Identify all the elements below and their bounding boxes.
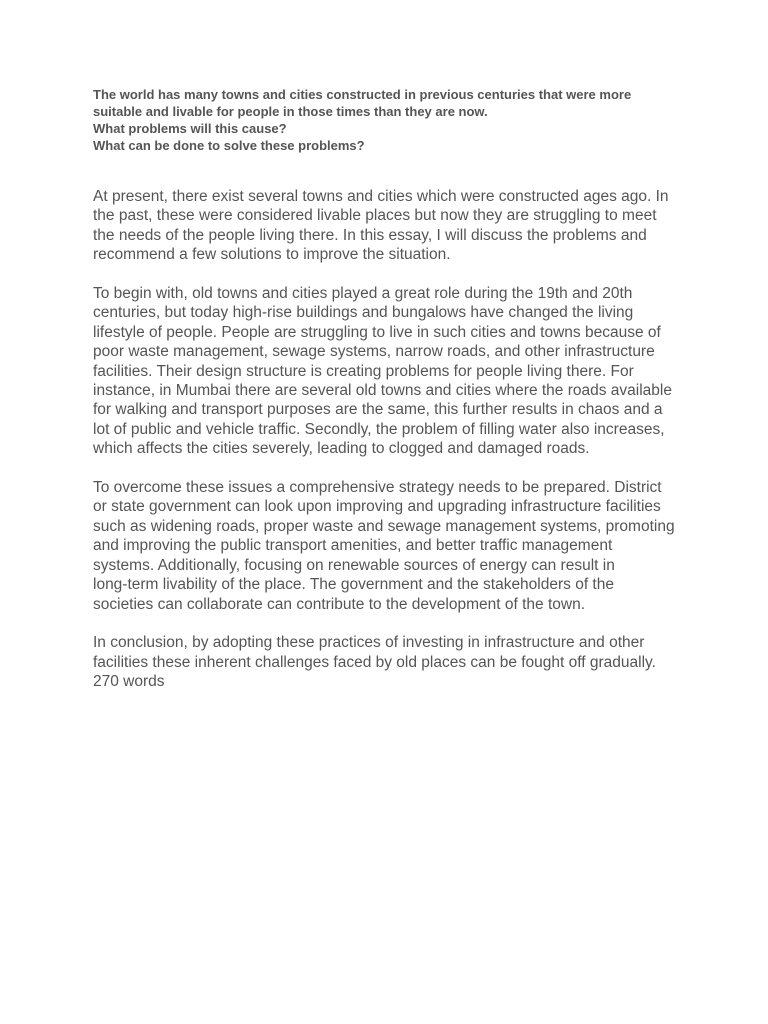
- text-line: which affects the cities severely, leading to clogged and damaged roads.: [93, 440, 590, 458]
- text-line: and improving the public transport amenities, and better traffic management: [93, 537, 613, 555]
- essay-body: [93, 187, 683, 711]
- prompt-question: What can be done to solve these problems?: [93, 138, 365, 153]
- text-line: To overcome these issues a comprehensive strategy needs to be prepared. District: [93, 479, 662, 497]
- text-line: long-term livability of the place. The government and the stakeholders of the: [93, 576, 614, 594]
- essay-prompt: [93, 86, 693, 154]
- text-line: To begin with, old towns and cities played a great role during the 19th and 20th: [93, 285, 633, 303]
- text-line: poor waste management, sewage systems, narrow roads, and other infrastructure: [93, 343, 655, 361]
- prompt-question: What problems will this cause?: [93, 121, 287, 136]
- paragraph-conclusion: [93, 633, 683, 691]
- text-line: lifestyle of people. People are struggling to live in such cities and towns because of: [93, 323, 661, 341]
- text-line: the needs of the people living there. In this essay, I will discuss the problems and: [93, 226, 647, 244]
- paragraph-solutions: [93, 478, 683, 614]
- text-line: lot of public and vehicle traffic. Secondly, the problem of filling water also increases,: [93, 420, 665, 438]
- word-count: 270 words: [93, 673, 165, 691]
- text-line: societies can collaborate can contribute to the development of the town.: [93, 595, 585, 613]
- paragraph-problems: [93, 284, 683, 459]
- text-line: instance, in Mumbai there are several old towns and cities where the roads available: [93, 382, 672, 400]
- paragraph-introduction: [93, 187, 683, 265]
- text-line: or state government can look upon improving and upgrading infrastructure facilities: [93, 498, 661, 516]
- text-line: In conclusion, by adopting these practices of investing in infrastructure and other: [93, 634, 645, 652]
- text-line: for walking and transport purposes are the same, this further results in chaos and a: [93, 401, 663, 419]
- text-line: facilities. Their design structure is creating problems for people living there. For: [93, 362, 634, 380]
- text-line: the past, these were considered livable places but now they are struggling to meet: [93, 207, 657, 225]
- text-line: At present, there exist several towns and cities which were constructed ages ago. In: [93, 188, 669, 205]
- text-line: systems. Additionally, focusing on renewable sources of energy can result in: [93, 556, 615, 574]
- text-line: centuries, but today high-rise buildings and bungalows have changed the living: [93, 304, 634, 322]
- text-line: facilities these inherent challenges faced by old places can be fought off gradually.: [93, 653, 656, 671]
- text-line: such as widening roads, proper waste and sewage management systems, promoting: [93, 517, 675, 535]
- text-line: recommend a few solutions to improve the situation.: [93, 246, 451, 264]
- prompt-line: The world has many towns and cities constructed in previous centuries that were more: [93, 87, 632, 102]
- prompt-line: suitable and livable for people in those times than they are now.: [93, 104, 488, 119]
